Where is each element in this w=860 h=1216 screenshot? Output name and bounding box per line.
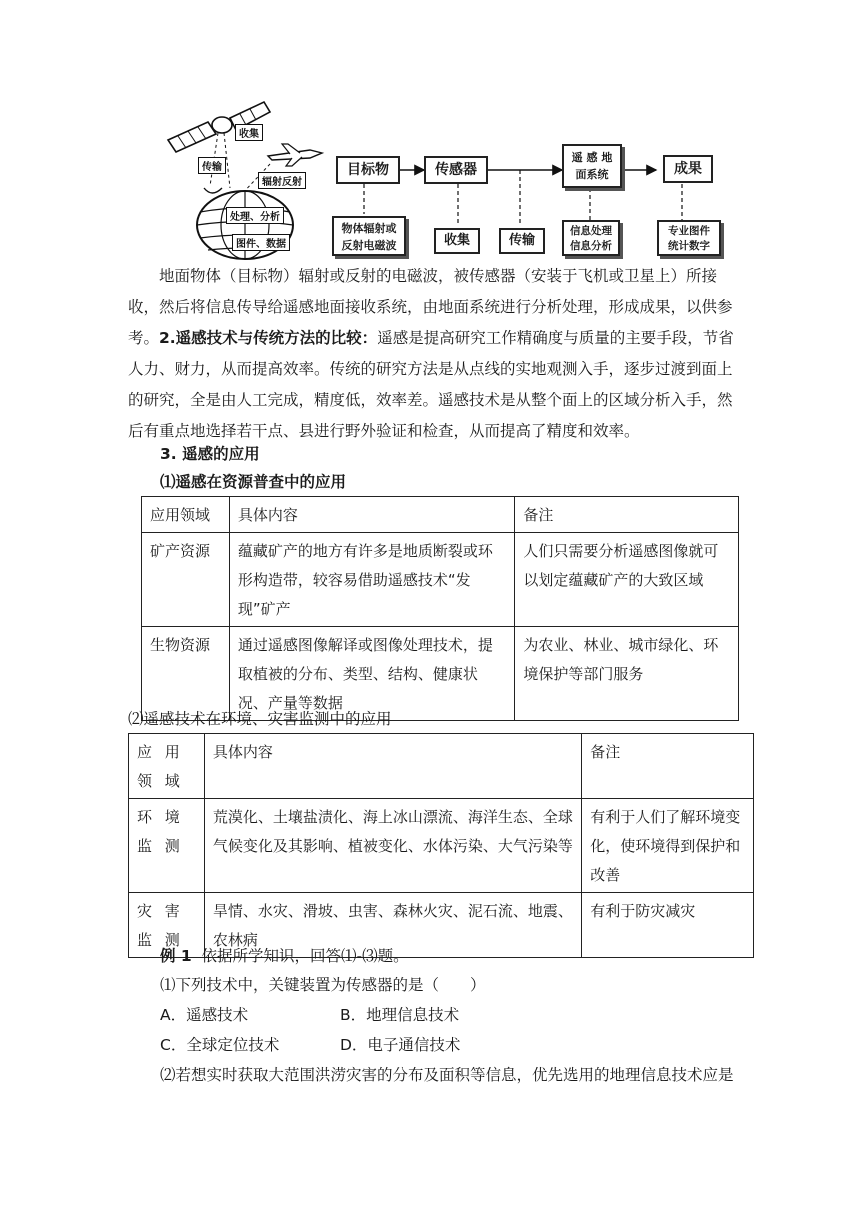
flow-info-line2: 信息分析 bbox=[570, 240, 612, 252]
table-row bbox=[129, 799, 754, 893]
flow-output-line1: 专业图件 bbox=[668, 225, 710, 237]
table-header-cell: 应用领域 bbox=[142, 497, 230, 533]
table-cell: 生物资源 bbox=[142, 627, 230, 721]
table-header-row bbox=[142, 497, 739, 533]
flow-radiation-line2: 反射电磁波 bbox=[341, 239, 397, 252]
table-header-cell: 具体内容 bbox=[204, 734, 581, 799]
table-cell: 旱情、水灾、滑坡、虫害、森林火灾、泥石流、地震、农林病 bbox=[204, 893, 581, 958]
flow-collect-label: 收集 bbox=[443, 233, 470, 248]
table-cell: 有利于防灾减灾 bbox=[582, 893, 754, 958]
section2-paragraph bbox=[128, 323, 740, 447]
table-header-cell: 备注 bbox=[515, 497, 739, 533]
flow-result-label: 成果 bbox=[674, 161, 702, 177]
section2-body: 遥感是提高研究工作精确度与质量的主要手段，节省人力、财力，从而提高效率。传统的研究方法是从点线的实地观测入手，逐步过渡到面上的研究，全是由人工完成，精度低，效率差。遥感技术是从整个面上的区域分析入手，然后有重点地选择若干点、县进行野外验证和检查，从而提高了精度和效率。 bbox=[128, 329, 734, 440]
flow-info-line1: 信息处理 bbox=[570, 225, 612, 237]
option-a: A．遥感技术 bbox=[160, 1006, 249, 1024]
flow-box-transmit bbox=[499, 228, 545, 254]
intro-paragraph: 地面物体（目标物）辐射或反射的电磁波，被传感器（安装于飞机或卫星上）所接收，然后将信息传导给遥感地面接收系统，由地面系统进行分析处理，形成成果，以供参考。 bbox=[128, 267, 733, 347]
option-b: B．地理信息技术 bbox=[340, 1006, 460, 1024]
flow-box-radiation bbox=[332, 216, 406, 256]
section2-heading: 2.遥感技术与传统方法的比较： bbox=[159, 329, 378, 347]
table-header-cell: 应 用 领 域 bbox=[129, 734, 205, 799]
question-1: ⑴下列技术中，关键装置为传感器的是（ ） bbox=[160, 976, 486, 994]
table-row bbox=[142, 533, 739, 627]
table-cell: 矿产资源 bbox=[142, 533, 230, 627]
flow-box-ground-system bbox=[562, 144, 622, 188]
table-cell: 环 境 监 测 bbox=[129, 799, 205, 893]
table-cell: 有利于人们了解环境变化，使环境得到保护和改善 bbox=[582, 799, 754, 893]
illus-label-maps: 图件、数据 bbox=[232, 234, 290, 251]
table-cell: 通过遥感图像解译或图像处理技术，提取植被的分布、类型、结构、健康状况、产量等数据 bbox=[229, 627, 515, 721]
resource-survey-table bbox=[141, 496, 739, 721]
table-cell: 人们只需要分析遥感图像就可以划定蕴藏矿产的大致区域 bbox=[515, 533, 739, 627]
example-header bbox=[160, 942, 409, 970]
flow-output-line2: 统计数字 bbox=[668, 240, 710, 252]
section3-sub2: ⑵遥感技术在环境、灾害监测中的应用 bbox=[128, 710, 392, 728]
illus-label-radiate: 辐射反射 bbox=[258, 172, 306, 189]
table-cell: 灾 害 监 测 bbox=[129, 893, 205, 958]
flow-box-target bbox=[336, 156, 400, 184]
section3-sub1: ⑴遥感在资源普查中的应用 bbox=[160, 473, 347, 491]
flow-box-output bbox=[657, 220, 721, 256]
section3-heading: 3. 遥感的应用 bbox=[160, 445, 260, 463]
flow-transmit-label: 传输 bbox=[508, 233, 535, 248]
question-2: ⑵若想实时获取大范围洪涝灾害的分布及面积等信息，优先选用的地理信息技术应是 bbox=[160, 1066, 734, 1084]
option-d: D．电子通信技术 bbox=[340, 1036, 461, 1054]
table-header-cell: 具体内容 bbox=[229, 497, 515, 533]
example-intro: 依据所学知识，回答⑴-⑶题。 bbox=[201, 947, 409, 965]
flow-box-collect bbox=[434, 228, 480, 254]
illus-label-transmit: 传输 bbox=[198, 157, 226, 174]
flow-ground-line1: 遥 感 地 bbox=[571, 151, 613, 164]
table-header-cell: 备注 bbox=[582, 734, 754, 799]
remote-sensing-diagram bbox=[0, 0, 860, 262]
environment-monitoring-table bbox=[128, 733, 754, 958]
flow-radiation-line1: 物体辐射或 bbox=[341, 222, 397, 235]
table-cell: 蕴藏矿产的地方有许多是地质断裂或环形构造带，较容易借助遥感技术“发现”矿产 bbox=[229, 533, 515, 627]
table-cell: 荒漠化、土壤盐渍化、海上冰山漂流、海洋生态、全球气候变化及其影响、植被变化、水体污染、大气污染等 bbox=[204, 799, 581, 893]
example-label: 例 1 bbox=[160, 947, 192, 965]
table-header-row bbox=[129, 734, 754, 799]
flow-box-sensor bbox=[424, 156, 488, 184]
option-c: C．全球定位技术 bbox=[160, 1036, 280, 1054]
airplane-icon bbox=[268, 144, 322, 166]
table-cell: 为农业、林业、城市绿化、环境保护等部门服务 bbox=[515, 627, 739, 721]
flow-target-label: 目标物 bbox=[347, 162, 389, 178]
flow-sensor-label: 传感器 bbox=[435, 162, 477, 178]
flow-box-result bbox=[663, 155, 713, 183]
illus-label-collect: 收集 bbox=[235, 124, 263, 141]
flow-box-info bbox=[562, 220, 620, 256]
flow-ground-line2: 面系统 bbox=[575, 168, 609, 181]
illus-label-process: 处理、分析 bbox=[226, 207, 284, 224]
